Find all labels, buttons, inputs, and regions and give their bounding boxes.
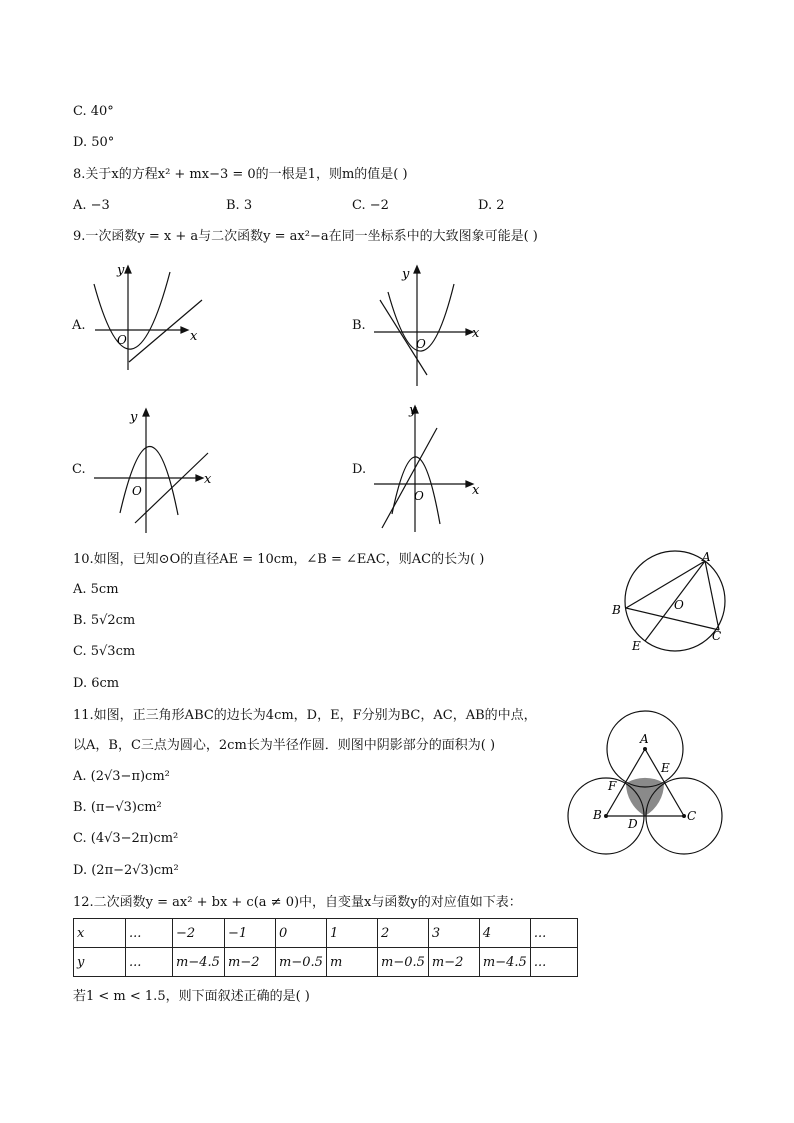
svg-text:x: x	[472, 483, 480, 498]
q11-stem-line1: 11.如图，正三角形ABC的边长为4cm，D，E，F分别为BC，AC，AB的中点，	[73, 708, 537, 723]
q10-option-b: B. 5√2cm	[73, 613, 136, 628]
q7-option-d: D. 50°	[73, 135, 115, 150]
svg-text:O: O	[414, 489, 424, 503]
q10-stem: 10.如图，已知⊙O的直径AE = 10cm，∠B = ∠EAC，则AC的长为( )	[73, 552, 485, 567]
q8-stem: 8.关于x的方程x² + mx−3 = 0的一根是1，则m的值是( )	[73, 167, 408, 182]
q12-stem: 12.二次函数y = ax² + bx + c(a ≠ 0)中，自变量x与函数y的对应值如下表：	[73, 895, 522, 910]
svg-text:y: y	[130, 410, 138, 425]
svg-text:B: B	[612, 603, 621, 617]
q11-option-a: A. (2√3−π)cm²	[73, 769, 170, 784]
chord-ac	[705, 561, 719, 630]
q8-option-b: B. 3	[226, 198, 253, 213]
svg-text:O: O	[674, 598, 684, 612]
x-arrow	[181, 327, 188, 333]
svg-text:F: F	[608, 779, 617, 793]
svg-text:C: C	[712, 629, 722, 643]
table-row-y	[74, 948, 578, 977]
q9-graph-c	[90, 405, 220, 535]
svg-text:O: O	[132, 484, 142, 498]
table-cell: m−4.5	[173, 948, 225, 977]
svg-text:C: C	[687, 809, 697, 823]
y-label: y	[117, 263, 125, 278]
q10-circle-figure	[608, 546, 758, 656]
q9-graph-a-label: A.	[72, 318, 86, 333]
svg-text:B: B	[593, 808, 602, 822]
table-cell: ...	[530, 919, 577, 948]
q11-option-b: B. (π−√3)cm²	[73, 800, 162, 815]
svg-text:E: E	[661, 761, 670, 775]
table-cell: 4	[479, 919, 530, 948]
table-cell: ...	[530, 948, 577, 977]
y-arrow	[125, 266, 131, 273]
table-cell: m−2	[428, 948, 479, 977]
q12-condition: 若1 < m < 1.5，则下面叙述正确的是( )	[73, 989, 310, 1004]
q12-value-table	[73, 918, 578, 977]
svg-text:y: y	[409, 403, 417, 418]
origin-label: O	[117, 333, 127, 347]
chord-bc	[626, 608, 719, 630]
table-cell: m−0.5	[276, 948, 327, 977]
table-cell: ...	[126, 948, 173, 977]
table-cell: m−2	[225, 948, 276, 977]
x-label: x	[190, 329, 198, 344]
q9-graph-b	[370, 262, 490, 387]
table-cell: −2	[173, 919, 225, 948]
q8-option-a: A. −3	[73, 198, 110, 213]
q8-option-c: C. −2	[352, 198, 389, 213]
q7-option-c: C. 40°	[73, 104, 114, 119]
q9-graph-a	[90, 262, 210, 372]
q10-option-a: A. 5cm	[73, 582, 119, 597]
q8-option-d: D. 2	[478, 198, 505, 213]
parabola	[120, 446, 178, 515]
table-cell: x	[74, 919, 126, 948]
svg-text:A: A	[702, 550, 711, 564]
table-row-x	[74, 919, 578, 948]
q11-option-c: C. (4√3−2π)cm²	[73, 831, 179, 846]
table-cell: y	[74, 948, 126, 977]
line	[382, 428, 437, 528]
q10-option-c: C. 5√3cm	[73, 644, 136, 659]
q9-graph-c-label: C.	[72, 462, 86, 477]
svg-text:O: O	[416, 337, 426, 351]
table-cell: m−0.5	[378, 948, 429, 977]
svg-text:x: x	[472, 326, 480, 341]
q11-three-circles-figure	[566, 706, 726, 856]
table-cell: 2	[378, 919, 429, 948]
table-cell: ...	[126, 919, 173, 948]
table-cell: 0	[276, 919, 327, 948]
svg-text:y: y	[402, 267, 410, 282]
q10-option-d: D. 6cm	[73, 676, 120, 691]
table-cell: m−4.5	[479, 948, 530, 977]
table-cell: 1	[327, 919, 378, 948]
svg-text:D: D	[628, 817, 638, 831]
table-cell: −1	[225, 919, 276, 948]
q9-graph-b-label: B.	[352, 318, 366, 333]
shaded-region	[626, 778, 664, 816]
q9-graph-d-label: D.	[352, 462, 367, 477]
svg-text:x: x	[204, 472, 212, 487]
table-cell: 3	[428, 919, 479, 948]
q11-stem-line2: 以A，B，C三点为圆心，2cm长为半径作圆．则图中阴影部分的面积为( )	[73, 738, 496, 753]
q9-graph-d	[370, 400, 490, 535]
q11-option-d: D. (2π−2√3)cm²	[73, 863, 179, 878]
svg-text:E: E	[632, 639, 641, 653]
q9-stem: 9.一次函数y = x + a与二次函数y = ax²−a在同一坐标系中的大致图象可能是( )	[73, 229, 538, 244]
table-cell: m	[327, 948, 378, 977]
svg-text:A: A	[640, 732, 649, 746]
